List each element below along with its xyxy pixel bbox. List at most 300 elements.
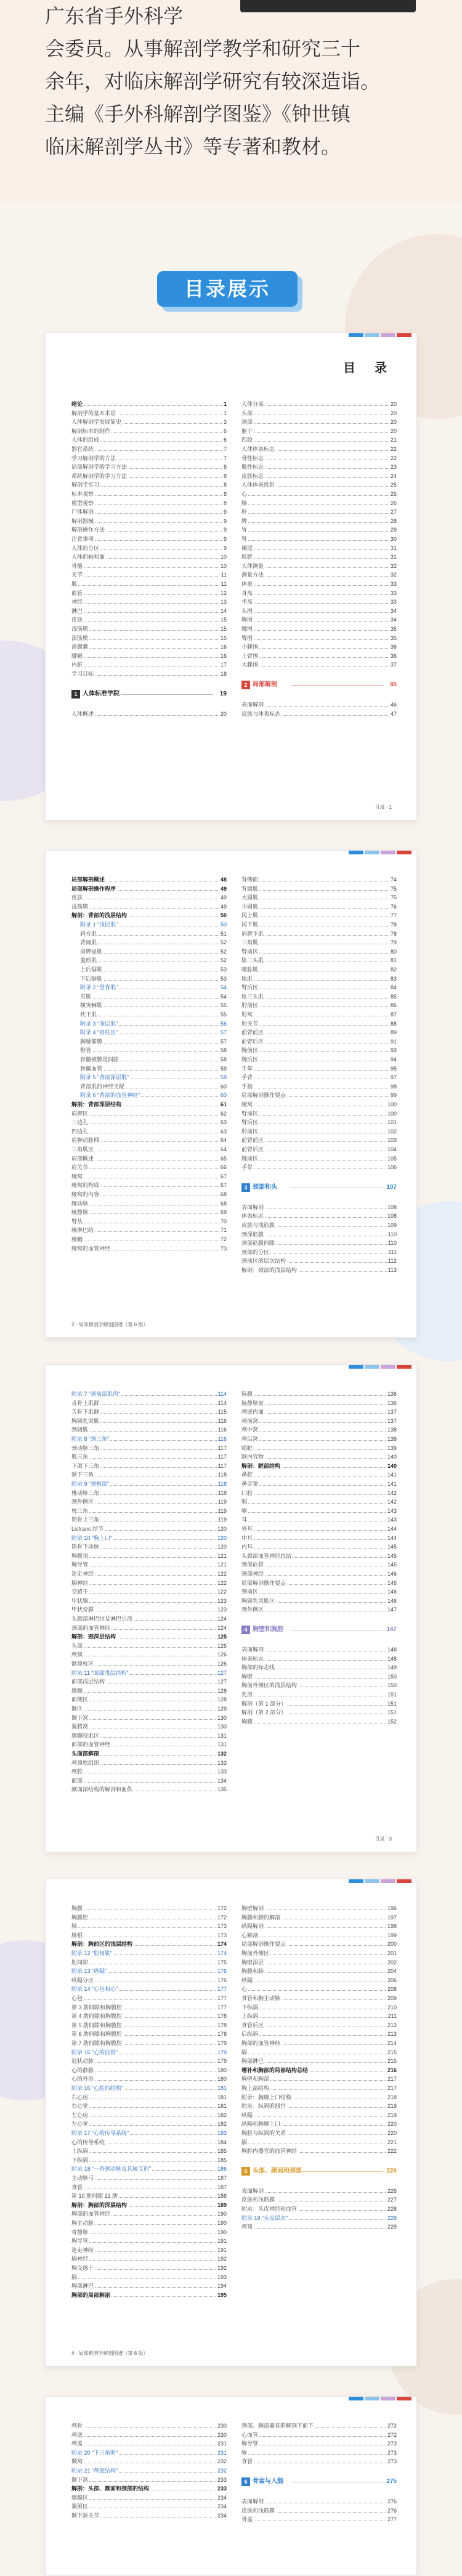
toc-entry[interactable] <box>241 589 397 597</box>
toc-entry[interactable] <box>71 1931 227 1940</box>
toc-entry[interactable] <box>241 2093 397 2102</box>
toc-entry[interactable] <box>241 2084 397 2092</box>
toc-entry[interactable] <box>241 2012 397 2020</box>
toc-entry[interactable] <box>71 2174 227 2182</box>
toc-entry[interactable] <box>71 1226 227 1234</box>
toc-entry[interactable] <box>241 1497 397 1506</box>
toc-entry[interactable] <box>241 580 397 588</box>
toc-entry[interactable] <box>241 2222 397 2231</box>
toc-entry[interactable] <box>71 2165 227 2173</box>
toc-entry[interactable] <box>241 1913 397 1922</box>
toc-entry[interactable] <box>241 427 397 435</box>
toc-entry[interactable] <box>241 570 397 579</box>
toc-entry[interactable] <box>241 1645 397 1654</box>
toc-entry[interactable] <box>241 2147 397 2155</box>
toc-entry[interactable] <box>71 920 227 929</box>
toc-entry[interactable] <box>241 1230 397 1239</box>
toc-entry[interactable] <box>71 1614 227 1623</box>
toc-entry[interactable] <box>241 1055 397 1064</box>
toc-entry[interactable] <box>71 2431 227 2439</box>
toc-entry[interactable] <box>71 938 227 947</box>
toc-entry[interactable] <box>71 1082 227 1091</box>
toc-entry[interactable] <box>71 1624 227 1632</box>
toc-entry[interactable] <box>71 1019 227 1028</box>
toc-entry[interactable] <box>71 1704 227 1713</box>
chapter-heading[interactable] <box>241 678 397 692</box>
toc-entry[interactable] <box>71 2138 227 2147</box>
toc-entry[interactable] <box>71 2084 227 2092</box>
toc-entry[interactable] <box>71 1904 227 1913</box>
toc-entry[interactable] <box>71 2457 227 2466</box>
toc-entry[interactable] <box>71 1407 227 1416</box>
toc-entry[interactable] <box>71 525 227 534</box>
toc-entry[interactable] <box>241 885 397 893</box>
toc-entry[interactable] <box>71 1444 227 1452</box>
toc-entry[interactable] <box>71 634 227 642</box>
toc-entry[interactable] <box>71 2237 227 2245</box>
toc-entry[interactable] <box>71 1994 227 2003</box>
toc-entry[interactable] <box>71 2209 227 2218</box>
toc-entry[interactable] <box>241 920 397 929</box>
toc-entry[interactable] <box>71 2021 227 2030</box>
toc-entry[interactable] <box>241 1248 397 1257</box>
toc-entry[interactable] <box>241 1221 397 1229</box>
toc-entry[interactable] <box>71 1037 227 1046</box>
toc-entry[interactable] <box>241 893 397 902</box>
toc-entry[interactable] <box>71 1913 227 1922</box>
toc-entry[interactable] <box>71 1732 227 1740</box>
toc-entry[interactable] <box>241 1127 397 1136</box>
toc-entry[interactable] <box>241 435 397 444</box>
toc-entry[interactable] <box>71 480 227 489</box>
toc-entry[interactable] <box>241 1663 397 1672</box>
toc-entry[interactable] <box>241 553 397 561</box>
toc-entry[interactable] <box>241 875 397 884</box>
toc-entry[interactable] <box>71 1046 227 1055</box>
toc-entry[interactable] <box>241 1082 397 1091</box>
toc-entry[interactable] <box>71 1001 227 1010</box>
toc-entry[interactable] <box>71 2273 227 2282</box>
toc-entry[interactable] <box>71 965 227 974</box>
toc-entry[interactable] <box>71 1399 227 1407</box>
toc-entry[interactable] <box>241 1569 397 1578</box>
toc-entry[interactable] <box>71 1235 227 1244</box>
toc-entry[interactable] <box>241 1019 397 1028</box>
toc-entry[interactable] <box>71 607 227 615</box>
toc-entry[interactable] <box>241 2066 397 2075</box>
toc-entry[interactable] <box>71 930 227 938</box>
toc-entry[interactable] <box>241 911 397 920</box>
toc-entry[interactable] <box>71 1118 227 1127</box>
toc-entry[interactable] <box>71 508 227 516</box>
toc-entry[interactable] <box>241 2195 397 2204</box>
chapter-heading[interactable] <box>71 687 227 701</box>
toc-entry[interactable] <box>241 938 397 947</box>
toc-entry[interactable] <box>71 1659 227 1668</box>
toc-entry[interactable] <box>241 1507 397 1515</box>
chapter-heading[interactable] <box>241 2475 397 2489</box>
toc-entry[interactable] <box>241 2457 397 2466</box>
toc-entry[interactable] <box>71 400 227 408</box>
chapter-heading[interactable] <box>241 2165 397 2178</box>
toc-entry[interactable] <box>241 625 397 633</box>
toc-entry[interactable] <box>241 1904 397 1913</box>
toc-entry[interactable] <box>71 2030 227 2038</box>
toc-entry[interactable] <box>241 1931 397 1940</box>
toc-entry[interactable] <box>241 1699 397 1708</box>
toc-entry[interactable] <box>71 1199 227 1208</box>
toc-entry[interactable] <box>241 2138 397 2147</box>
toc-entry[interactable] <box>71 2192 227 2200</box>
toc-entry[interactable] <box>241 2075 397 2083</box>
toc-entry[interactable] <box>241 1037 397 1046</box>
toc-entry[interactable] <box>241 710 397 718</box>
toc-entry[interactable] <box>71 454 227 463</box>
toc-entry[interactable] <box>71 1127 227 1136</box>
toc-entry[interactable] <box>241 2102 397 2110</box>
toc-entry[interactable] <box>241 1690 397 1699</box>
toc-entry[interactable] <box>71 1985 227 1993</box>
toc-entry[interactable] <box>71 1542 227 1551</box>
toc-entry[interactable] <box>241 2439 397 2448</box>
toc-entry[interactable] <box>241 1605 397 1614</box>
toc-entry[interactable] <box>71 2264 227 2272</box>
toc-entry[interactable] <box>241 2048 397 2057</box>
toc-entry[interactable] <box>71 589 227 597</box>
toc-entry[interactable] <box>71 2039 227 2047</box>
toc-entry[interactable] <box>71 2484 227 2493</box>
toc-entry[interactable] <box>241 2205 397 2213</box>
toc-entry[interactable] <box>71 983 227 992</box>
toc-entry[interactable] <box>241 1444 397 1452</box>
toc-entry[interactable] <box>71 472 227 480</box>
toc-entry[interactable] <box>241 2421 397 2430</box>
toc-entry[interactable] <box>241 1145 397 1154</box>
toc-entry[interactable] <box>71 615 227 624</box>
toc-entry[interactable] <box>241 956 397 965</box>
toc-entry[interactable] <box>241 1480 397 1488</box>
toc-entry[interactable] <box>241 1534 397 1542</box>
toc-entry[interactable] <box>71 2466 227 2475</box>
toc-entry[interactable] <box>241 1390 397 1398</box>
toc-entry[interactable] <box>71 445 227 453</box>
toc-entry[interactable] <box>241 1976 397 1985</box>
toc-entry[interactable] <box>241 1462 397 1470</box>
toc-entry[interactable] <box>71 1435 227 1443</box>
toc-entry[interactable] <box>241 983 397 992</box>
toc-entry[interactable] <box>71 710 227 718</box>
toc-entry[interactable] <box>71 499 227 508</box>
toc-entry[interactable] <box>241 1717 397 1726</box>
toc-entry[interactable] <box>71 1687 227 1695</box>
toc-entry[interactable] <box>241 1958 397 1967</box>
toc-entry[interactable] <box>241 1407 397 1416</box>
toc-entry[interactable] <box>71 535 227 543</box>
toc-entry[interactable] <box>71 1940 227 1948</box>
toc-entry[interactable] <box>71 570 227 579</box>
toc-entry[interactable] <box>71 2228 227 2237</box>
toc-entry[interactable] <box>71 1515 227 1524</box>
chapter-heading[interactable] <box>241 1623 397 1637</box>
toc-entry[interactable] <box>241 1073 397 1082</box>
chapter-heading[interactable] <box>241 1181 397 1194</box>
toc-entry[interactable] <box>71 1767 227 1776</box>
toc-entry[interactable] <box>241 1064 397 1073</box>
toc-entry[interactable] <box>71 1136 227 1144</box>
toc-entry[interactable] <box>71 670 227 678</box>
toc-entry[interactable] <box>71 1976 227 1985</box>
toc-entry[interactable] <box>71 1507 227 1515</box>
toc-entry[interactable] <box>241 1028 397 1037</box>
toc-entry[interactable] <box>241 1239 397 1247</box>
toc-entry[interactable] <box>71 2246 227 2254</box>
toc-entry[interactable] <box>71 1073 227 1082</box>
toc-entry[interactable] <box>71 2183 227 2192</box>
toc-entry[interactable] <box>241 1046 397 1055</box>
toc-entry[interactable] <box>241 1587 397 1596</box>
toc-entry[interactable] <box>71 1208 227 1217</box>
toc-entry[interactable] <box>71 2093 227 2102</box>
toc-entry[interactable] <box>71 1489 227 1497</box>
toc-entry[interactable] <box>71 1560 227 1569</box>
toc-entry[interactable] <box>241 525 397 534</box>
toc-entry[interactable] <box>71 562 227 570</box>
toc-entry[interactable] <box>71 1695 227 1704</box>
toc-entry[interactable] <box>71 1217 227 1226</box>
toc-entry[interactable] <box>241 1470 397 1479</box>
toc-entry[interactable] <box>241 1994 397 2003</box>
toc-entry[interactable] <box>71 1091 227 1100</box>
toc-entry[interactable] <box>71 544 227 553</box>
toc-entry[interactable] <box>241 2120 397 2128</box>
toc-entry[interactable] <box>241 1212 397 1220</box>
toc-entry[interactable] <box>71 1569 227 1578</box>
toc-entry[interactable] <box>71 1722 227 1731</box>
toc-entry[interactable] <box>71 1949 227 1958</box>
toc-entry[interactable] <box>241 562 397 570</box>
toc-entry[interactable] <box>71 2254 227 2263</box>
toc-entry[interactable] <box>241 1452 397 1461</box>
toc-entry[interactable] <box>71 2057 227 2065</box>
toc-entry[interactable] <box>71 625 227 633</box>
toc-entry[interactable] <box>241 2431 397 2439</box>
toc-entry[interactable] <box>241 1515 397 1524</box>
toc-entry[interactable] <box>241 454 397 463</box>
toc-entry[interactable] <box>241 947 397 956</box>
toc-entry[interactable] <box>71 947 227 956</box>
toc-entry[interactable] <box>241 1560 397 1569</box>
toc-entry[interactable] <box>71 2502 227 2511</box>
toc-entry[interactable] <box>71 2120 227 2128</box>
toc-entry[interactable] <box>241 1949 397 1958</box>
toc-entry[interactable] <box>241 2515 397 2524</box>
toc-entry[interactable] <box>71 1390 227 1398</box>
toc-entry[interactable] <box>71 517 227 525</box>
toc-entry[interactable] <box>71 1525 227 1533</box>
toc-entry[interactable] <box>71 1154 227 1163</box>
toc-entry[interactable] <box>71 1163 227 1172</box>
toc-entry[interactable] <box>71 992 227 1001</box>
toc-entry[interactable] <box>241 652 397 660</box>
toc-entry[interactable] <box>241 1257 397 1265</box>
toc-entry[interactable] <box>71 893 227 902</box>
toc-entry[interactable] <box>241 660 397 669</box>
toc-entry[interactable] <box>71 597 227 606</box>
toc-entry[interactable] <box>241 499 397 508</box>
toc-entry[interactable] <box>71 2493 227 2502</box>
toc-entry[interactable] <box>241 1967 397 1975</box>
toc-entry[interactable] <box>241 463 397 471</box>
toc-entry[interactable] <box>241 2030 397 2038</box>
toc-entry[interactable] <box>71 2012 227 2020</box>
toc-entry[interactable] <box>241 2057 397 2065</box>
toc-entry[interactable] <box>241 1203 397 1212</box>
toc-entry[interactable] <box>71 1579 227 1587</box>
toc-entry[interactable] <box>71 1417 227 1425</box>
toc-entry[interactable] <box>71 1109 227 1118</box>
toc-entry[interactable] <box>71 911 227 920</box>
toc-entry[interactable] <box>241 2129 397 2137</box>
toc-entry[interactable] <box>241 1136 397 1144</box>
toc-entry[interactable] <box>241 1655 397 1663</box>
toc-entry[interactable] <box>71 2219 227 2227</box>
toc-entry[interactable] <box>71 2201 227 2209</box>
toc-entry[interactable] <box>241 1266 397 1274</box>
toc-entry[interactable] <box>71 1145 227 1154</box>
toc-entry[interactable] <box>71 2476 227 2484</box>
toc-entry[interactable] <box>71 1967 227 1975</box>
toc-entry[interactable] <box>241 1985 397 1993</box>
toc-entry[interactable] <box>71 2439 227 2448</box>
toc-entry[interactable] <box>241 1922 397 1930</box>
toc-entry[interactable] <box>71 435 227 444</box>
toc-entry[interactable] <box>241 634 397 642</box>
toc-entry[interactable] <box>71 2147 227 2155</box>
toc-entry[interactable] <box>71 2003 227 2012</box>
toc-entry[interactable] <box>241 1163 397 1172</box>
toc-entry[interactable] <box>241 1118 397 1127</box>
toc-entry[interactable] <box>241 1154 397 1163</box>
toc-entry[interactable] <box>71 1055 227 1064</box>
toc-entry[interactable] <box>241 1597 397 1605</box>
toc-entry[interactable] <box>241 1435 397 1443</box>
toc-entry[interactable] <box>71 1172 227 1181</box>
toc-entry[interactable] <box>71 1100 227 1109</box>
toc-entry[interactable] <box>71 418 227 426</box>
toc-entry[interactable] <box>71 2111 227 2120</box>
toc-entry[interactable] <box>241 700 397 709</box>
toc-entry[interactable] <box>241 1100 397 1109</box>
toc-entry[interactable] <box>241 1579 397 1587</box>
toc-entry[interactable] <box>71 1642 227 1650</box>
toc-entry[interactable] <box>71 875 227 884</box>
toc-entry[interactable] <box>241 2497 397 2506</box>
toc-entry[interactable] <box>241 2214 397 2222</box>
toc-entry[interactable] <box>241 2021 397 2030</box>
toc-entry[interactable] <box>241 508 397 516</box>
toc-entry[interactable] <box>241 480 397 489</box>
toc-entry[interactable] <box>71 1244 227 1253</box>
toc-entry[interactable] <box>241 2187 397 2195</box>
toc-entry[interactable] <box>241 642 397 651</box>
toc-entry[interactable] <box>241 1525 397 1533</box>
toc-entry[interactable] <box>71 1776 227 1785</box>
toc-entry[interactable] <box>71 1669 227 1677</box>
toc-entry[interactable] <box>71 2102 227 2110</box>
toc-entry[interactable] <box>71 1714 227 1722</box>
toc-entry[interactable] <box>71 2066 227 2075</box>
toc-entry[interactable] <box>71 1922 227 1930</box>
toc-entry[interactable] <box>71 1605 227 1614</box>
toc-entry[interactable] <box>71 1010 227 1019</box>
toc-entry[interactable] <box>71 463 227 471</box>
toc-entry[interactable] <box>71 2048 227 2057</box>
toc-entry[interactable] <box>241 1552 397 1560</box>
toc-entry[interactable] <box>241 2111 397 2120</box>
toc-entry[interactable] <box>71 1749 227 1758</box>
toc-entry[interactable] <box>241 607 397 615</box>
toc-entry[interactable] <box>71 1534 227 1542</box>
toc-entry[interactable] <box>241 400 397 408</box>
toc-entry[interactable] <box>241 472 397 480</box>
toc-entry[interactable] <box>71 580 227 588</box>
toc-entry[interactable] <box>241 597 397 606</box>
toc-entry[interactable] <box>241 409 397 418</box>
toc-entry[interactable] <box>71 1740 227 1749</box>
toc-entry[interactable] <box>71 1759 227 1767</box>
toc-entry[interactable] <box>71 1650 227 1659</box>
toc-entry[interactable] <box>241 418 397 426</box>
toc-entry[interactable] <box>71 1480 227 1488</box>
toc-entry[interactable] <box>241 1940 397 1948</box>
toc-entry[interactable] <box>71 2421 227 2430</box>
toc-entry[interactable] <box>71 1677 227 1686</box>
toc-entry[interactable] <box>241 2506 397 2515</box>
toc-entry[interactable] <box>241 1425 397 1434</box>
toc-entry[interactable] <box>71 1632 227 1641</box>
toc-entry[interactable] <box>241 2448 397 2457</box>
toc-entry[interactable] <box>71 2448 227 2457</box>
toc-entry[interactable] <box>241 2003 397 2012</box>
toc-entry[interactable] <box>71 1028 227 1037</box>
toc-entry[interactable] <box>71 2282 227 2290</box>
toc-entry[interactable] <box>71 1958 227 1967</box>
toc-entry[interactable] <box>241 1001 397 1010</box>
toc-entry[interactable] <box>71 2156 227 2165</box>
toc-entry[interactable] <box>241 902 397 911</box>
toc-entry[interactable] <box>71 1190 227 1199</box>
toc-entry[interactable] <box>71 1587 227 1596</box>
toc-entry[interactable] <box>241 544 397 553</box>
toc-entry[interactable] <box>241 965 397 974</box>
toc-entry[interactable] <box>71 1425 227 1434</box>
toc-entry[interactable] <box>241 1708 397 1717</box>
toc-entry[interactable] <box>241 930 397 938</box>
toc-entry[interactable] <box>71 1452 227 1461</box>
toc-entry[interactable] <box>241 974 397 983</box>
toc-entry[interactable] <box>241 1681 397 1690</box>
toc-entry[interactable] <box>71 2511 227 2520</box>
toc-entry[interactable] <box>71 1181 227 1189</box>
toc-entry[interactable] <box>71 652 227 660</box>
toc-entry[interactable] <box>241 1672 397 1681</box>
toc-entry[interactable] <box>71 553 227 561</box>
toc-entry[interactable] <box>241 490 397 498</box>
toc-entry[interactable] <box>241 445 397 453</box>
toc-entry[interactable] <box>71 1597 227 1605</box>
toc-entry[interactable] <box>71 1552 227 1560</box>
toc-entry[interactable] <box>241 615 397 624</box>
